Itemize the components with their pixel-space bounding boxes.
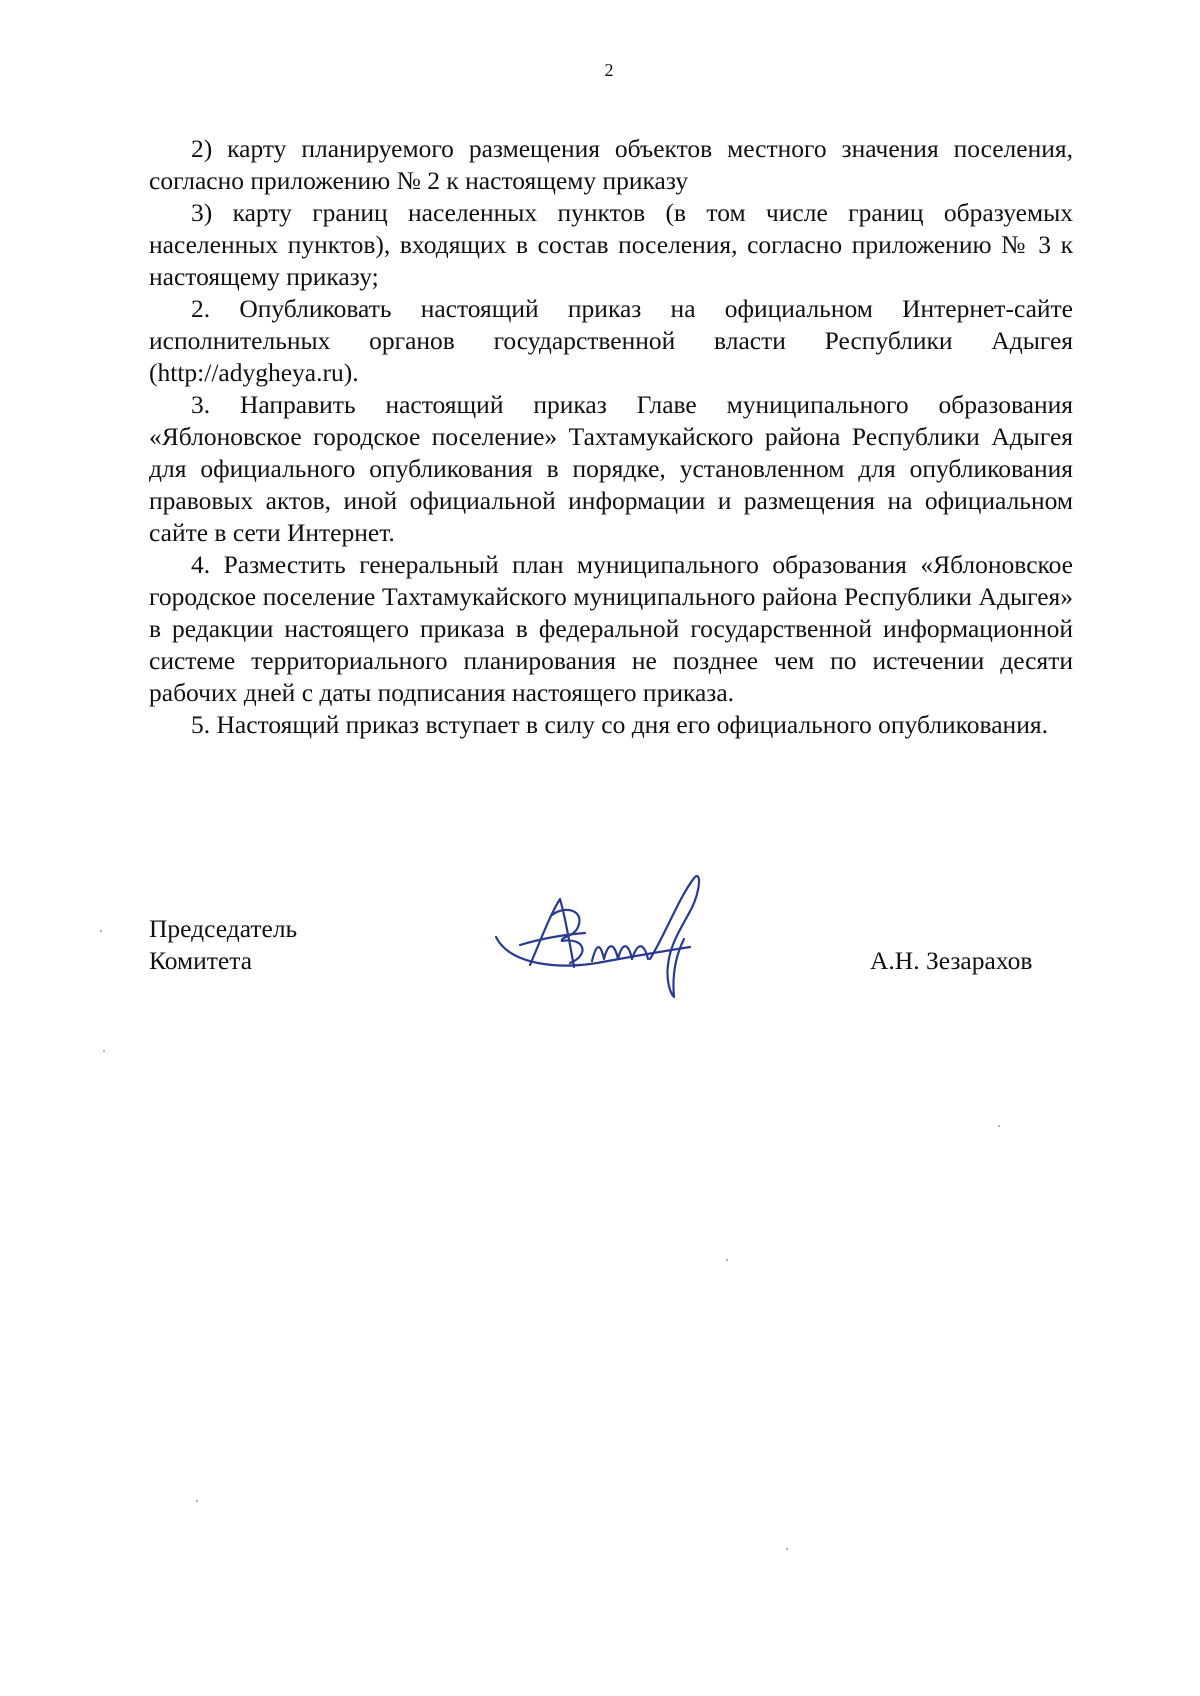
scan-speck (726, 1259, 728, 1261)
scan-speck (786, 1548, 788, 1550)
signer-name: А.Н. Зезарахов (870, 946, 1033, 975)
paragraph-place: 4. Разместить генеральный план муниципального образования «Яблоновское городское поселение Тахтамукайского муниципального района Республики Адыгея» в редакции настоящего приказа в федеральной государственной информационной системе территориального планирования не позднее чем по истечении десяти рабочих дней с даты подписания настоящего приказа. (149, 550, 1073, 707)
paragraph-effective: 5. Настоящий приказ вступает в силу со дня его официального опубликования. (191, 710, 1048, 739)
paragraph-item-3: 3) карту границ населенных пунктов (в том числе границ образуемых населенных пунктов), входящих в состав поселения, согласно приложению № 3 к настоящему приказу; (149, 198, 1073, 291)
paragraph-publish: 2. Опубликовать настоящий приказ на официальном Интернет-сайте исполнительных органов государственной власти Республики Адыгея (http://adygheya.ru). (149, 294, 1073, 387)
signatory-title (149, 913, 297, 977)
scan-speck (100, 930, 102, 932)
signature-stroke-flourish (650, 876, 699, 997)
document-body (149, 133, 1073, 741)
scan-speck (103, 1050, 105, 1052)
scan-speck (196, 1500, 198, 1502)
paragraph-send: 3. Направить настоящий приказ Главе муниципального образования «Яблоновское городское поселение» Тахтамукайского района Республики Адыгея для официального опубликования в порядке, установленном для опубликования правовых актов, иной официальной информации и размещения на официальном сайте в сети Интернет. (149, 390, 1073, 547)
signatory-title-line1: Председатель (149, 914, 298, 943)
signatory-title-line2: Комитета (149, 946, 253, 975)
signature-stroke-crossbar (520, 933, 585, 945)
page-number: 2 (604, 60, 614, 80)
handwritten-signature (490, 875, 730, 1000)
paragraph-item-2: 2) карту планируемого размещения объектов местного значения поселения, согласно приложению № 2 к настоящему приказу (149, 134, 1073, 195)
scan-speck (998, 1125, 1000, 1127)
